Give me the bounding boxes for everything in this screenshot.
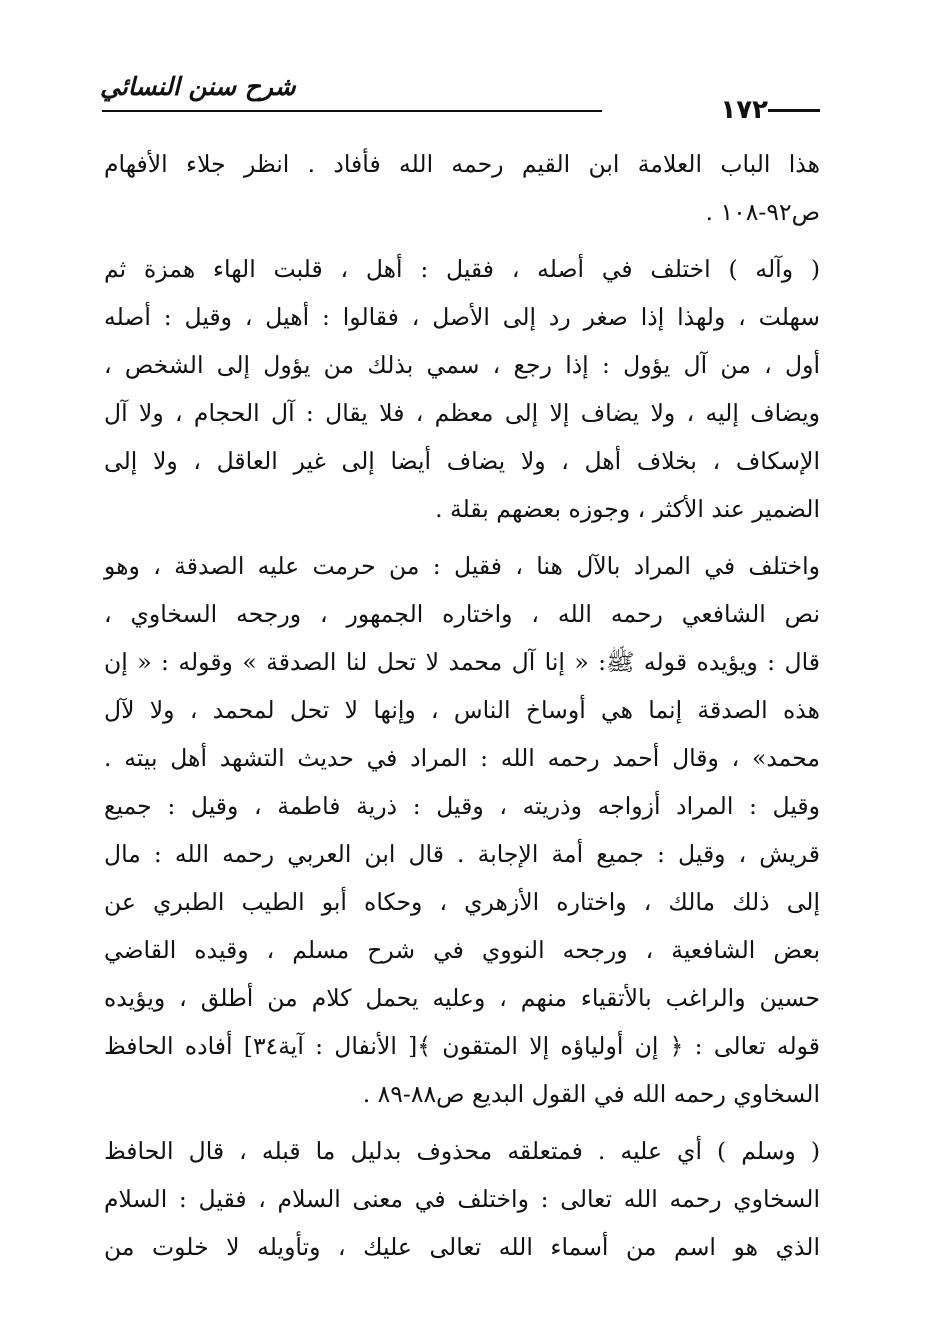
header-rule [102, 110, 602, 112]
text-line: بعض الشافعية ، ورجحه النووي في شرح مسلم ، وقيده القاضي [104, 936, 820, 964]
text-line: ( وسلم ) أي عليه . فمتعلقه محذوف بدليل ما قبله ، قال الحافظ [104, 1137, 820, 1165]
paragraph-al-meaning [104, 542, 820, 1118]
text-line: قريش ، وقيل : جميع أمة الإجابة . قال ابن العربي رحمه الله : مال [104, 840, 820, 868]
text-line: السخاوي رحمه الله تعالى : واختلف في معنى السلام ، فقيل : السلام [104, 1185, 820, 1213]
text-line: نص الشافعي رحمه الله ، واختاره الجمهور ، ورجحه السخاوي ، [104, 600, 820, 628]
page-number-block [712, 96, 820, 124]
text-line: قال : ويؤيده قوله ﷺ: « إنا آل محمد لا تحل لنا الصدقة » وقوله : « إن [104, 648, 820, 676]
text-line: الذي هو اسم من أسماء الله تعالى عليك ، وتأويله لا خلوت من [104, 1233, 820, 1261]
text-line: ( وآله ) اختلف في أصله ، فقيل : أهل ، قلبت الهاء همزة ثم [104, 255, 820, 283]
page-header [100, 72, 820, 132]
page-number: ١٧٢ [720, 95, 768, 125]
text-line: السخاوي رحمه الله في القول البديع ص٨٨-٨٩ . [362, 1080, 820, 1108]
paragraph-continuation [104, 140, 820, 236]
text-line: ويضاف إليه ، ولا يضاف إلا إلى معظم ، فلا يقال : آل الحجام ، ولا آل [104, 399, 820, 427]
body-text [104, 140, 820, 1271]
paragraph-wa-sallam [104, 1127, 820, 1271]
page-number-rule [768, 109, 820, 112]
text-line: قوله تعالى : ﴿ إن أولياؤه إلا المتقون ﴾[ الأنفال : آية٣٤] أفاده الحافظ [104, 1032, 820, 1060]
text-line: ص٩٢-١٠٨ . [705, 198, 820, 226]
text-line: الضمير عند الأكثر ، وجوزه بعضهم بقلة . [435, 495, 820, 523]
text-line: إلى ذلك مالك ، واختاره الأزهري ، وحكاه أبو الطيب الطبري عن [104, 888, 820, 916]
paragraph-wa-alihi [104, 245, 820, 533]
text-line: سهلت ، ولهذا إذا صغر رد إلى الأصل ، فقالوا : أهيل ، وقيل : أصله [104, 303, 820, 331]
text-line: أول ، من آل يؤول : إذا رجع ، سمي بذلك من يؤول إلى الشخص ، [104, 351, 820, 379]
text-line: محمد» ، وقال أحمد رحمه الله : المراد في حديث التشهد أهل بيته . [104, 744, 820, 772]
text-line: وقيل : المراد أزواجه وذريته ، وقيل : ذرية فاطمة ، وقيل : جميع [104, 792, 820, 820]
running-title: شرح سنن النسائي [100, 72, 296, 101]
text-line: هذا الباب العلامة ابن القيم رحمه الله فأفاد . انظر جلاء الأفهام [104, 150, 820, 178]
text-line: واختلف في المراد بالآل هنا ، فقيل : من حرمت عليه الصدقة ، وهو [104, 552, 820, 580]
text-line: الإسكاف ، بخلاف أهل ، ولا يضاف أيضا إلى غير العاقل ، ولا إلى [104, 447, 820, 475]
text-line: هذه الصدقة إنما هي أوساخ الناس ، وإنها لا تحل لمحمد ، ولا لآل [104, 696, 820, 724]
text-line: حسين والراغب بالأتقياء منهم ، وعليه يحمل كلام من أطلق ، ويؤيده [104, 984, 820, 1012]
